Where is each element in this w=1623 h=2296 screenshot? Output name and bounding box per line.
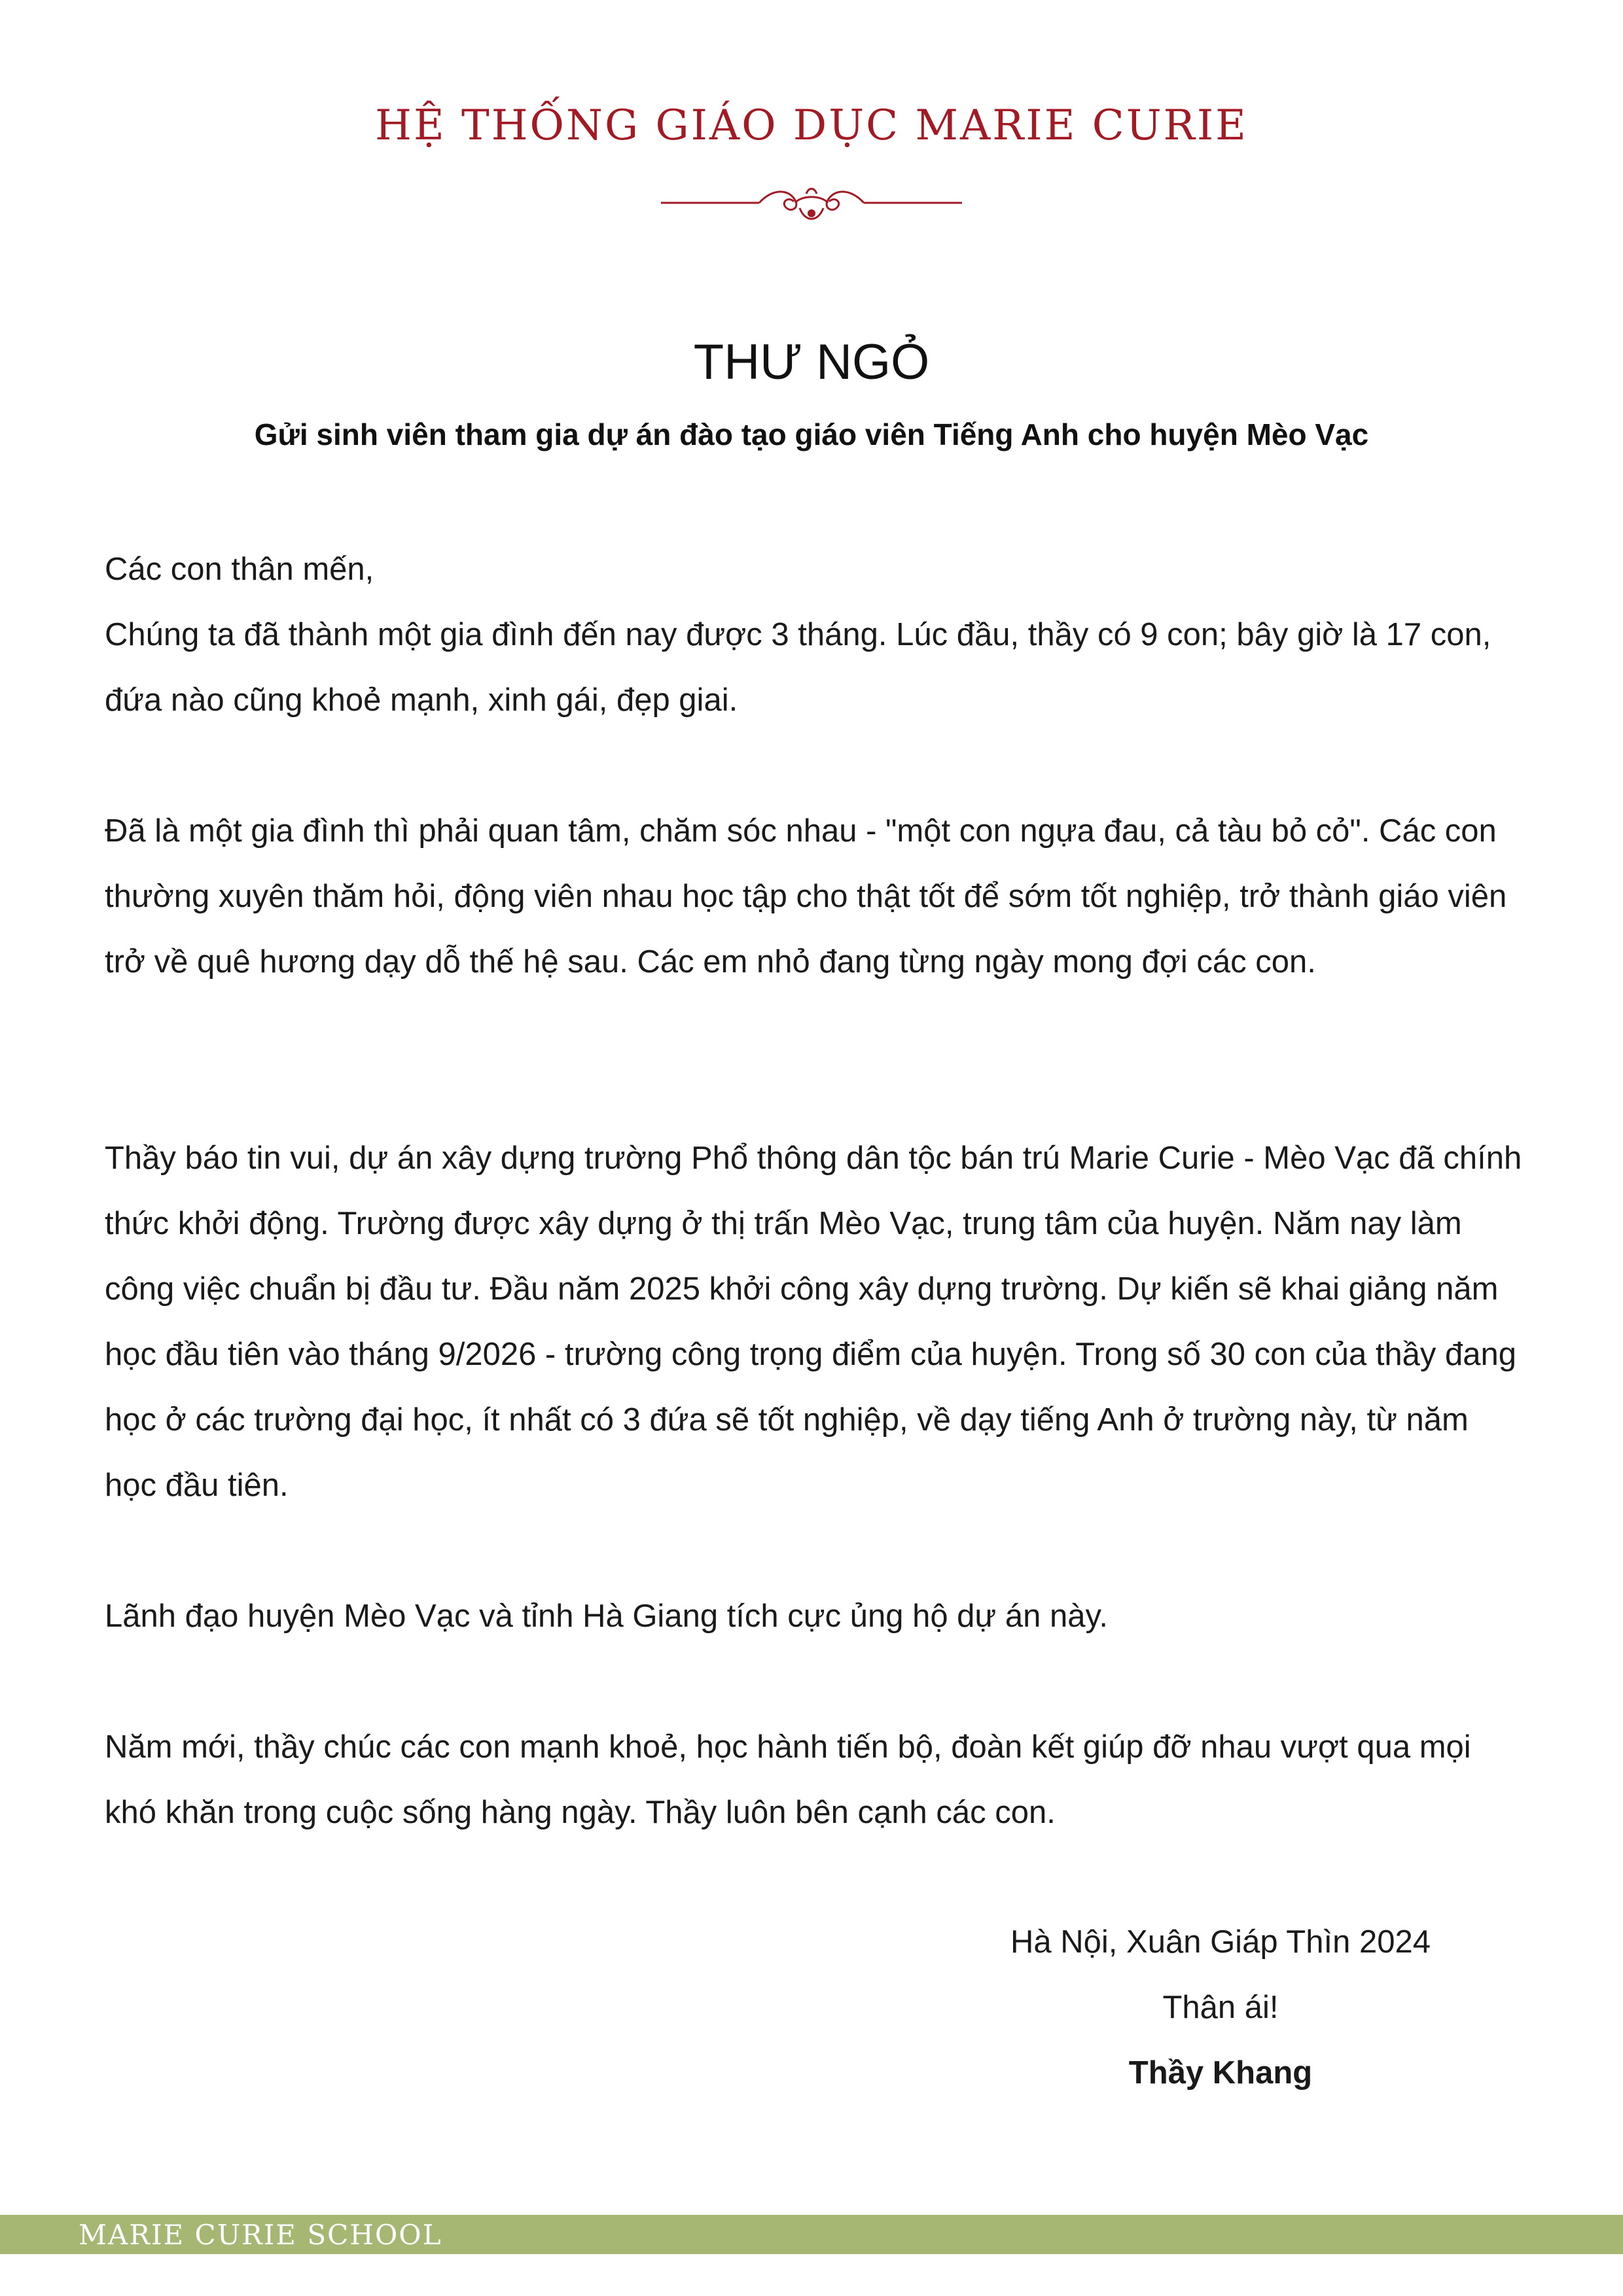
footer-bar <box>0 2215 1623 2254</box>
greeting-text: Các con thân mến, <box>105 552 374 587</box>
paragraph-2: Đã là một gia đình thì phải quan tâm, chăm sóc nhau - "một con ngựa đau, cả tàu bỏ cỏ". Các con thường xuyên thăm hỏi, động viên nhau học tập cho thật tốt để sớm tốt nghiệp, trở thành giáo viên trở về quê hương dạy dỗ thế hệ sau. Các em nhỏ đang từng ngày mong đợi các con. <box>105 813 1507 980</box>
flourish-divider-icon <box>661 175 962 234</box>
paragraph-5: Năm mới, thầy chúc các con mạnh khoẻ, học hành tiến bộ, đoàn kết giúp đỡ nhau vượt qua mọi khó khăn trong cuộc sống hàng ngày. Thầy luôn bên cạnh các con. <box>105 1729 1471 1830</box>
letterhead-title: HỆ THỐNG GIÁO DỤC MARIE CURIE <box>375 101 1248 150</box>
letter-title: THƯ NGỎ <box>693 334 930 390</box>
footer-school-name: MARIE CURIE SCHOOL <box>79 2219 442 2251</box>
paragraph-3: Thầy báo tin vui, dự án xây dựng trường Phổ thông dân tộc bán trú Marie Curie - Mèo Vạc đã chính thức khởi động. Trường được xây dựng ở thị trấn Mèo Vạc, trung tâm của huyện. Năm nay làm công việc chuẩn bị đầu tư. Đầu năm 2025 khởi công xây dựng trường. Dự kiến sẽ khai giảng năm học đầu tiên vào tháng 9/2026 - trường công trọng điểm của huyện. Trong số 30 con của thầy đang học ở các trường đại học, ít nhất có 3 đứa sẽ tốt nghiệp, về dạy tiếng Anh ở trường này, từ năm học đầu tiên. <box>105 1140 1522 1503</box>
signature-closing: Thân ái! <box>1162 1990 1279 2025</box>
paragraph-1: Chúng ta đã thành một gia đình đến nay được 3 tháng. Lúc đầu, thầy có 9 con; bây giờ là 17 con, đứa nào cũng khoẻ mạnh, xinh gái, đẹp giai. <box>105 617 1491 718</box>
signature-name: Thầy Khang <box>1128 2055 1313 2091</box>
letter-subtitle: Gửi sinh viên tham gia dự án đào tạo giáo viên Tiếng Anh cho huyện Mèo Vạc <box>254 417 1369 451</box>
paragraph-4: Lãnh đạo huyện Mèo Vạc và tỉnh Hà Giang tích cực ủng hộ dự án này. <box>105 1598 1108 1634</box>
signature-place-date: Hà Nội, Xuân Giáp Thìn 2024 <box>1010 1924 1431 1960</box>
